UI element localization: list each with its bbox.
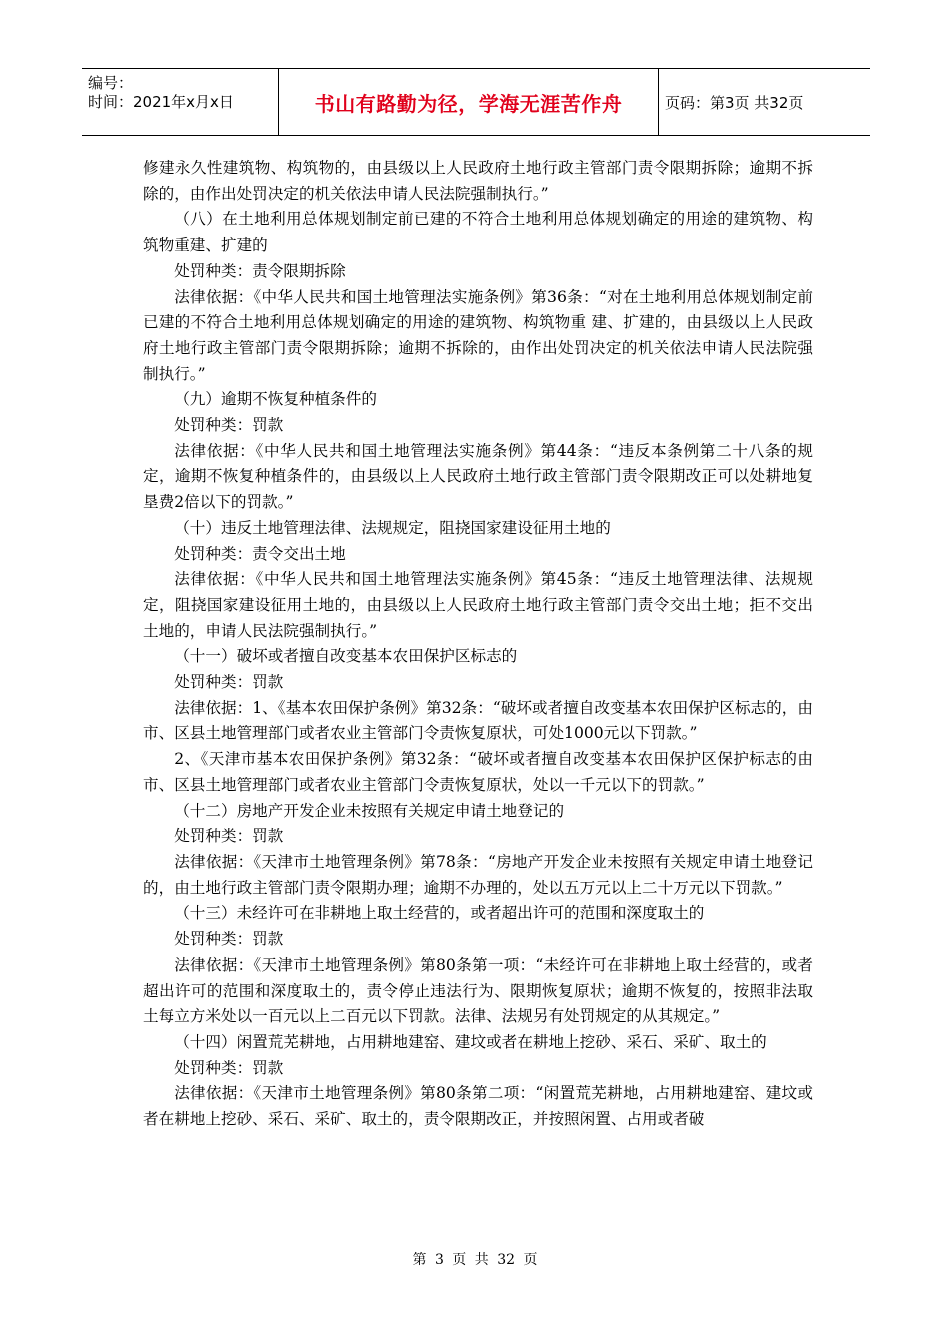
body-paragraph: 处罚种类：罚款 [174,1058,284,1077]
header-motto: 书山有路勤为径，学海无涯苦作舟 [279,69,659,135]
header-meta-cell [82,69,279,135]
body-paragraph: 处罚种类：罚款 [174,827,284,846]
body-paragraph: 法律依据：《中华人民共和国土地管理法实施条例》第44条：“违反本条例第二十八条的规定，逾期不恢复种植条件的，由县级以上人民政府土地行政主管部门责令限期改正可以处耕地复垦费2倍以下的罚款。” [143,441,813,512]
header-page-label: 页码：第3页 共32页 [665,93,804,112]
body-paragraph: 法律依据：《中华人民共和国土地管理法实施条例》第45条：“违反土地管理法律、法规规定，阻挠国家建设征用土地的，由县级以上人民政府土地行政主管部门责令交出土地；拒不交出土地的，申请人民法院强制执行。” [143,570,813,640]
body-paragraph: 修建永久性建筑物、构筑物的，由县级以上人民政府土地行政主管部门责令限期拆除；逾期不拆除的，由作出处罚决定的机关依法申请人民法院强制执行。” [143,159,813,203]
body-paragraph: 法律依据：1、《基本农田保护条例》第32条：“破坏或者擅自改变基本农田保护区标志的，由市、区县土地管理部门或者农业主管部门令责恢复原状，可处1000元以下罚款。” [143,698,813,743]
body-paragraph: （九）逾期不恢复种植条件的 [174,390,377,409]
document-number-label: 编号： [88,74,134,92]
page-footer: 第 3 页 共 32 页 [412,1252,538,1268]
document-body [143,156,813,1133]
body-paragraph: 处罚种类：罚款 [174,416,284,435]
body-paragraph: （十一）破坏或者擅自改变基本农田保护区标志的 [174,647,518,666]
body-paragraph: 法律依据：《天津市土地管理条例》第80条第二项：“闲置荒芜耕地，占用耕地建窑、建坟或者在耕地上挖砂、采石、采矿、取土的，责令限期改正，并按照闲置、占用或者破 [143,1084,813,1129]
body-paragraph: 2、《天津市基本农田保护条例》第32条：“破坏或者擅自改变基本农田保护区保护标志的由市、区县土地管理部门或者农业主管部门令责恢复原状，处以一千元以下的罚款。” [143,750,813,794]
body-paragraph: 处罚种类：责令限期拆除 [174,261,346,280]
body-paragraph: （十）违反土地管理法律、法规规定，阻挠国家建设征用土地的 [174,518,611,537]
body-paragraph: 处罚种类：罚款 [174,673,284,692]
body-paragraph: 处罚种类：罚款 [174,930,284,949]
body-paragraph: （十三）未经许可在非耕地上取土经营的，或者超出许可的范围和深度取土的 [174,904,705,923]
document-date-label: 时间：2021年x月x日 [88,93,234,111]
document-header [82,68,870,136]
body-paragraph: 法律依据：《天津市土地管理条例》第78条：“房地产开发企业未按照有关规定申请土地登记的，由土地行政主管部门责令限期办理；逾期不办理的，处以五万元以上二十万元以下罚款。” [143,852,813,897]
body-paragraph: （十四）闲置荒芜耕地，占用耕地建窑、建坟或者在耕地上挖砂、采石、采矿、取土的 [174,1032,767,1051]
body-paragraph: （八）在土地利用总体规划制定前已建的不符合土地利用总体规划确定的用途的建筑物、构筑物重建、扩建的 [143,210,813,255]
body-paragraph: 法律依据：《天津市土地管理条例》第80条第一项：“未经许可在非耕地上取土经营的，或者超出许可的范围和深度取土的，责令停止违法行为、限期恢复原状；逾期不恢复的，按照非法取土每立方米处以一百元以上二百元以下罚款。法律、法规另有处罚规定的从其规定。” [143,955,813,1026]
body-paragraph: 处罚种类：责令交出土地 [174,544,346,563]
body-paragraph: 法律依据：《中华人民共和国土地管理法实施条例》第36条：“对在土地利用总体规划制定前已建的不符合土地利用总体规划确定的用途的建筑物、构筑物重 建、扩建的，由县级以上人民政府土地行政主管部门责令限期拆除；逾期不拆除的，由作出处罚决定的机关依法申请人民法院强制执行。” [143,287,813,383]
body-paragraph: （十二）房地产开发企业未按照有关规定申请土地登记的 [174,801,565,820]
